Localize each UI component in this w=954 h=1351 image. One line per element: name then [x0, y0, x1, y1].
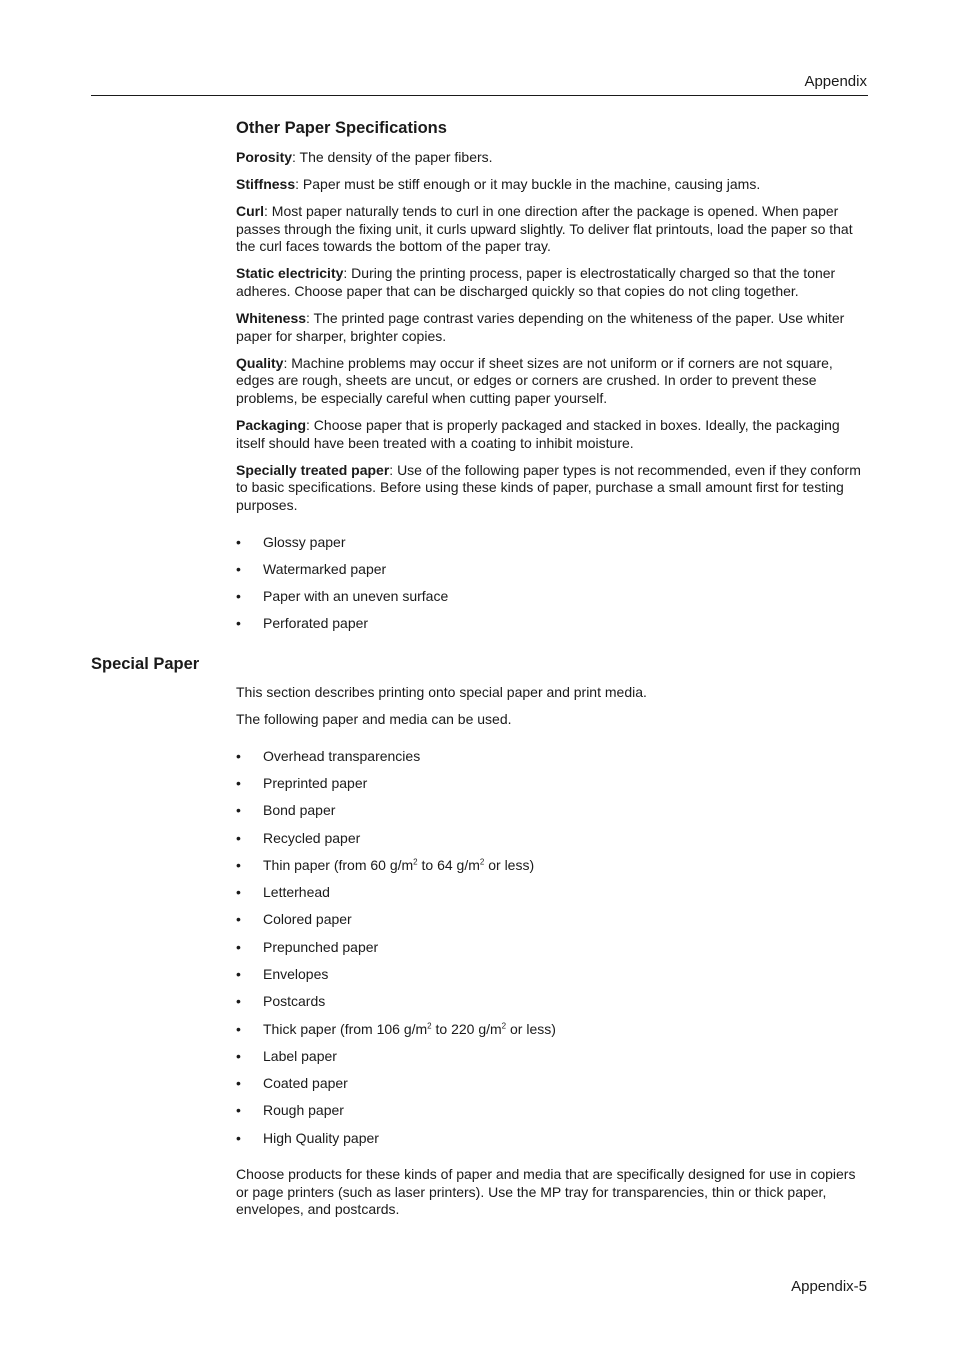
running-header: Appendix	[804, 73, 867, 90]
list-item-text: Recycled paper	[263, 829, 361, 846]
list-item-text: Overhead transparencies	[263, 747, 421, 764]
spec-term: Porosity	[236, 149, 293, 165]
bullet-icon: •	[236, 560, 241, 577]
spec-term: Quality	[236, 354, 284, 371]
list-item	[236, 1130, 868, 1148]
bullet-icon: •	[236, 1075, 241, 1092]
list-item-text: Envelopes	[263, 965, 329, 982]
list-item-text: Letterhead	[263, 884, 330, 901]
bullet-icon: •	[236, 533, 241, 550]
list-item-text: Label paper	[263, 1047, 337, 1064]
bullet-icon: •	[236, 938, 241, 955]
list-item-text: Colored paper	[263, 911, 352, 928]
list-item	[236, 911, 868, 929]
spec-packaging	[236, 417, 868, 452]
list-item	[236, 1102, 868, 1120]
list-item	[236, 561, 868, 579]
list-item	[236, 802, 868, 820]
superscript: 2	[413, 857, 418, 867]
list-item-text: Rough paper	[263, 1102, 344, 1119]
page-number: Appendix-5	[791, 1278, 867, 1295]
spec-term: Static electricity	[236, 265, 344, 282]
spec-whiteness	[236, 310, 868, 345]
bullet-icon: •	[236, 615, 241, 632]
special-intro: This section describes printing onto special paper and print media.	[236, 684, 647, 700]
spec-text: : Paper must be stiff enough or it may buckle in the machine, causing jams.	[295, 176, 761, 193]
bullet-icon: •	[236, 1102, 241, 1119]
spec-specially-treated	[236, 462, 868, 515]
list-item-text: Paper with an uneven surface	[263, 588, 449, 605]
bullet-icon: •	[236, 802, 241, 819]
list-item-text: Bond paper	[263, 802, 336, 819]
special-intro-2: The following paper and media can be used.	[236, 711, 512, 728]
thick-paper-text-b: to 220 g/m	[431, 1020, 502, 1037]
list-item-text	[263, 1021, 556, 1037]
list-item-text: Perforated paper	[263, 615, 369, 632]
special-media-list	[236, 748, 868, 1148]
list-item-text: Postcards	[263, 993, 326, 1010]
list-item	[236, 1048, 868, 1066]
spec-term: Curl	[236, 203, 264, 220]
bullet-icon: •	[236, 993, 241, 1010]
bullet-icon: •	[236, 911, 241, 928]
list-item	[236, 748, 868, 766]
list-item	[236, 884, 868, 902]
list-item	[236, 966, 868, 984]
list-item-text: Preprinted paper	[263, 774, 368, 791]
special-paper-section	[236, 684, 868, 1229]
superscript: 2	[501, 1020, 507, 1030]
spec-text: : Choose paper that is properly packaged and stacked in boxes. Ideally, the packaging itself should have been treated with a coating to inhibit moisture.	[236, 417, 840, 451]
other-specs-section	[236, 118, 868, 643]
thin-paper-text-c: or less)	[484, 856, 535, 873]
spec-term: Whiteness	[236, 310, 307, 327]
list-item	[236, 1075, 868, 1093]
spec-text: : The printed page contrast varies depending on the whiteness of the paper. Use whiter paper for sharper, brighter copies.	[236, 310, 845, 344]
list-item	[236, 939, 868, 957]
other-specs-title: Other Paper Specifications	[236, 119, 447, 137]
superscript: 2	[427, 1020, 432, 1030]
bullet-icon: •	[236, 774, 241, 791]
thin-paper-text-a: Thin paper (from 60 g/m	[263, 856, 414, 873]
spec-quality	[236, 355, 868, 408]
special-paper-title: Special Paper	[91, 655, 200, 673]
spec-text: : The density of the paper fibers.	[292, 149, 493, 165]
bullet-icon: •	[236, 1047, 241, 1064]
list-item-text: Prepunched paper	[263, 938, 379, 955]
spec-text: : During the printing process, paper is electrostatically charged so that the toner adheres. Choose paper that can be discharged quickly so that copies do not cling together.	[236, 265, 836, 300]
thin-paper-text-b: to 64 g/m	[417, 856, 480, 873]
bullet-icon: •	[236, 965, 241, 982]
bullet-icon: •	[236, 747, 241, 764]
bullet-icon: •	[236, 588, 241, 605]
spec-term: Packaging	[236, 417, 307, 434]
bullet-icon: •	[236, 856, 241, 873]
thick-paper-text-c: or less)	[506, 1020, 556, 1037]
spec-text: : Machine problems may occur if sheet sizes are not uniform or if corners are not square, edges are rough, sheets are uncut, or edges or corners are crushed. In order to prevent these problems, be especially careful when cutting paper yourself.	[236, 354, 833, 407]
list-item	[236, 588, 868, 606]
list-item-text: High Quality paper	[263, 1129, 379, 1146]
list-item-text: Coated paper	[263, 1075, 348, 1092]
list-item-text: Watermarked paper	[263, 560, 387, 577]
bullet-icon: •	[236, 1129, 241, 1146]
not-recommended-list	[236, 534, 868, 633]
list-item	[236, 993, 868, 1011]
thick-paper-text-a: Thick paper (from 106 g/m	[263, 1020, 428, 1037]
spec-text: : Use of the following paper types is not recommended, even if they conform to basic specifications. Before using these kinds of paper, purchase a small amount first for testing purposes.	[236, 461, 861, 513]
list-item	[236, 534, 868, 552]
spec-text: : Most paper naturally tends to curl in one direction after the package is opened. When paper passes through the fixing unit, it curls upward slightly. To deliver flat printouts, load the paper so that the curl faces towards the bottom of the paper tray.	[236, 203, 853, 255]
superscript: 2	[479, 857, 485, 867]
spec-static-electricity	[236, 265, 868, 300]
spec-porosity	[236, 149, 868, 167]
spec-term: Stiffness	[236, 176, 296, 193]
spec-term: Specially treated paper	[236, 461, 390, 478]
bullet-icon: •	[236, 1020, 241, 1037]
list-item	[236, 1021, 868, 1039]
bullet-icon: •	[236, 829, 241, 846]
list-item	[236, 830, 868, 848]
list-item	[236, 615, 868, 633]
special-closing: Choose products for these kinds of paper and media that are specifically designed for use in copiers or page printers (such as laser printers). Use the MP tray for transparencies, thin or thick paper, envelopes, and postcards.	[236, 1166, 856, 1218]
bullet-icon: •	[236, 884, 241, 901]
list-item-text	[263, 857, 534, 873]
header-rule	[91, 95, 868, 96]
spec-curl	[236, 203, 868, 256]
list-item-text: Glossy paper	[263, 533, 346, 550]
list-item	[236, 775, 868, 793]
spec-stiffness	[236, 176, 868, 194]
list-item	[236, 857, 868, 875]
